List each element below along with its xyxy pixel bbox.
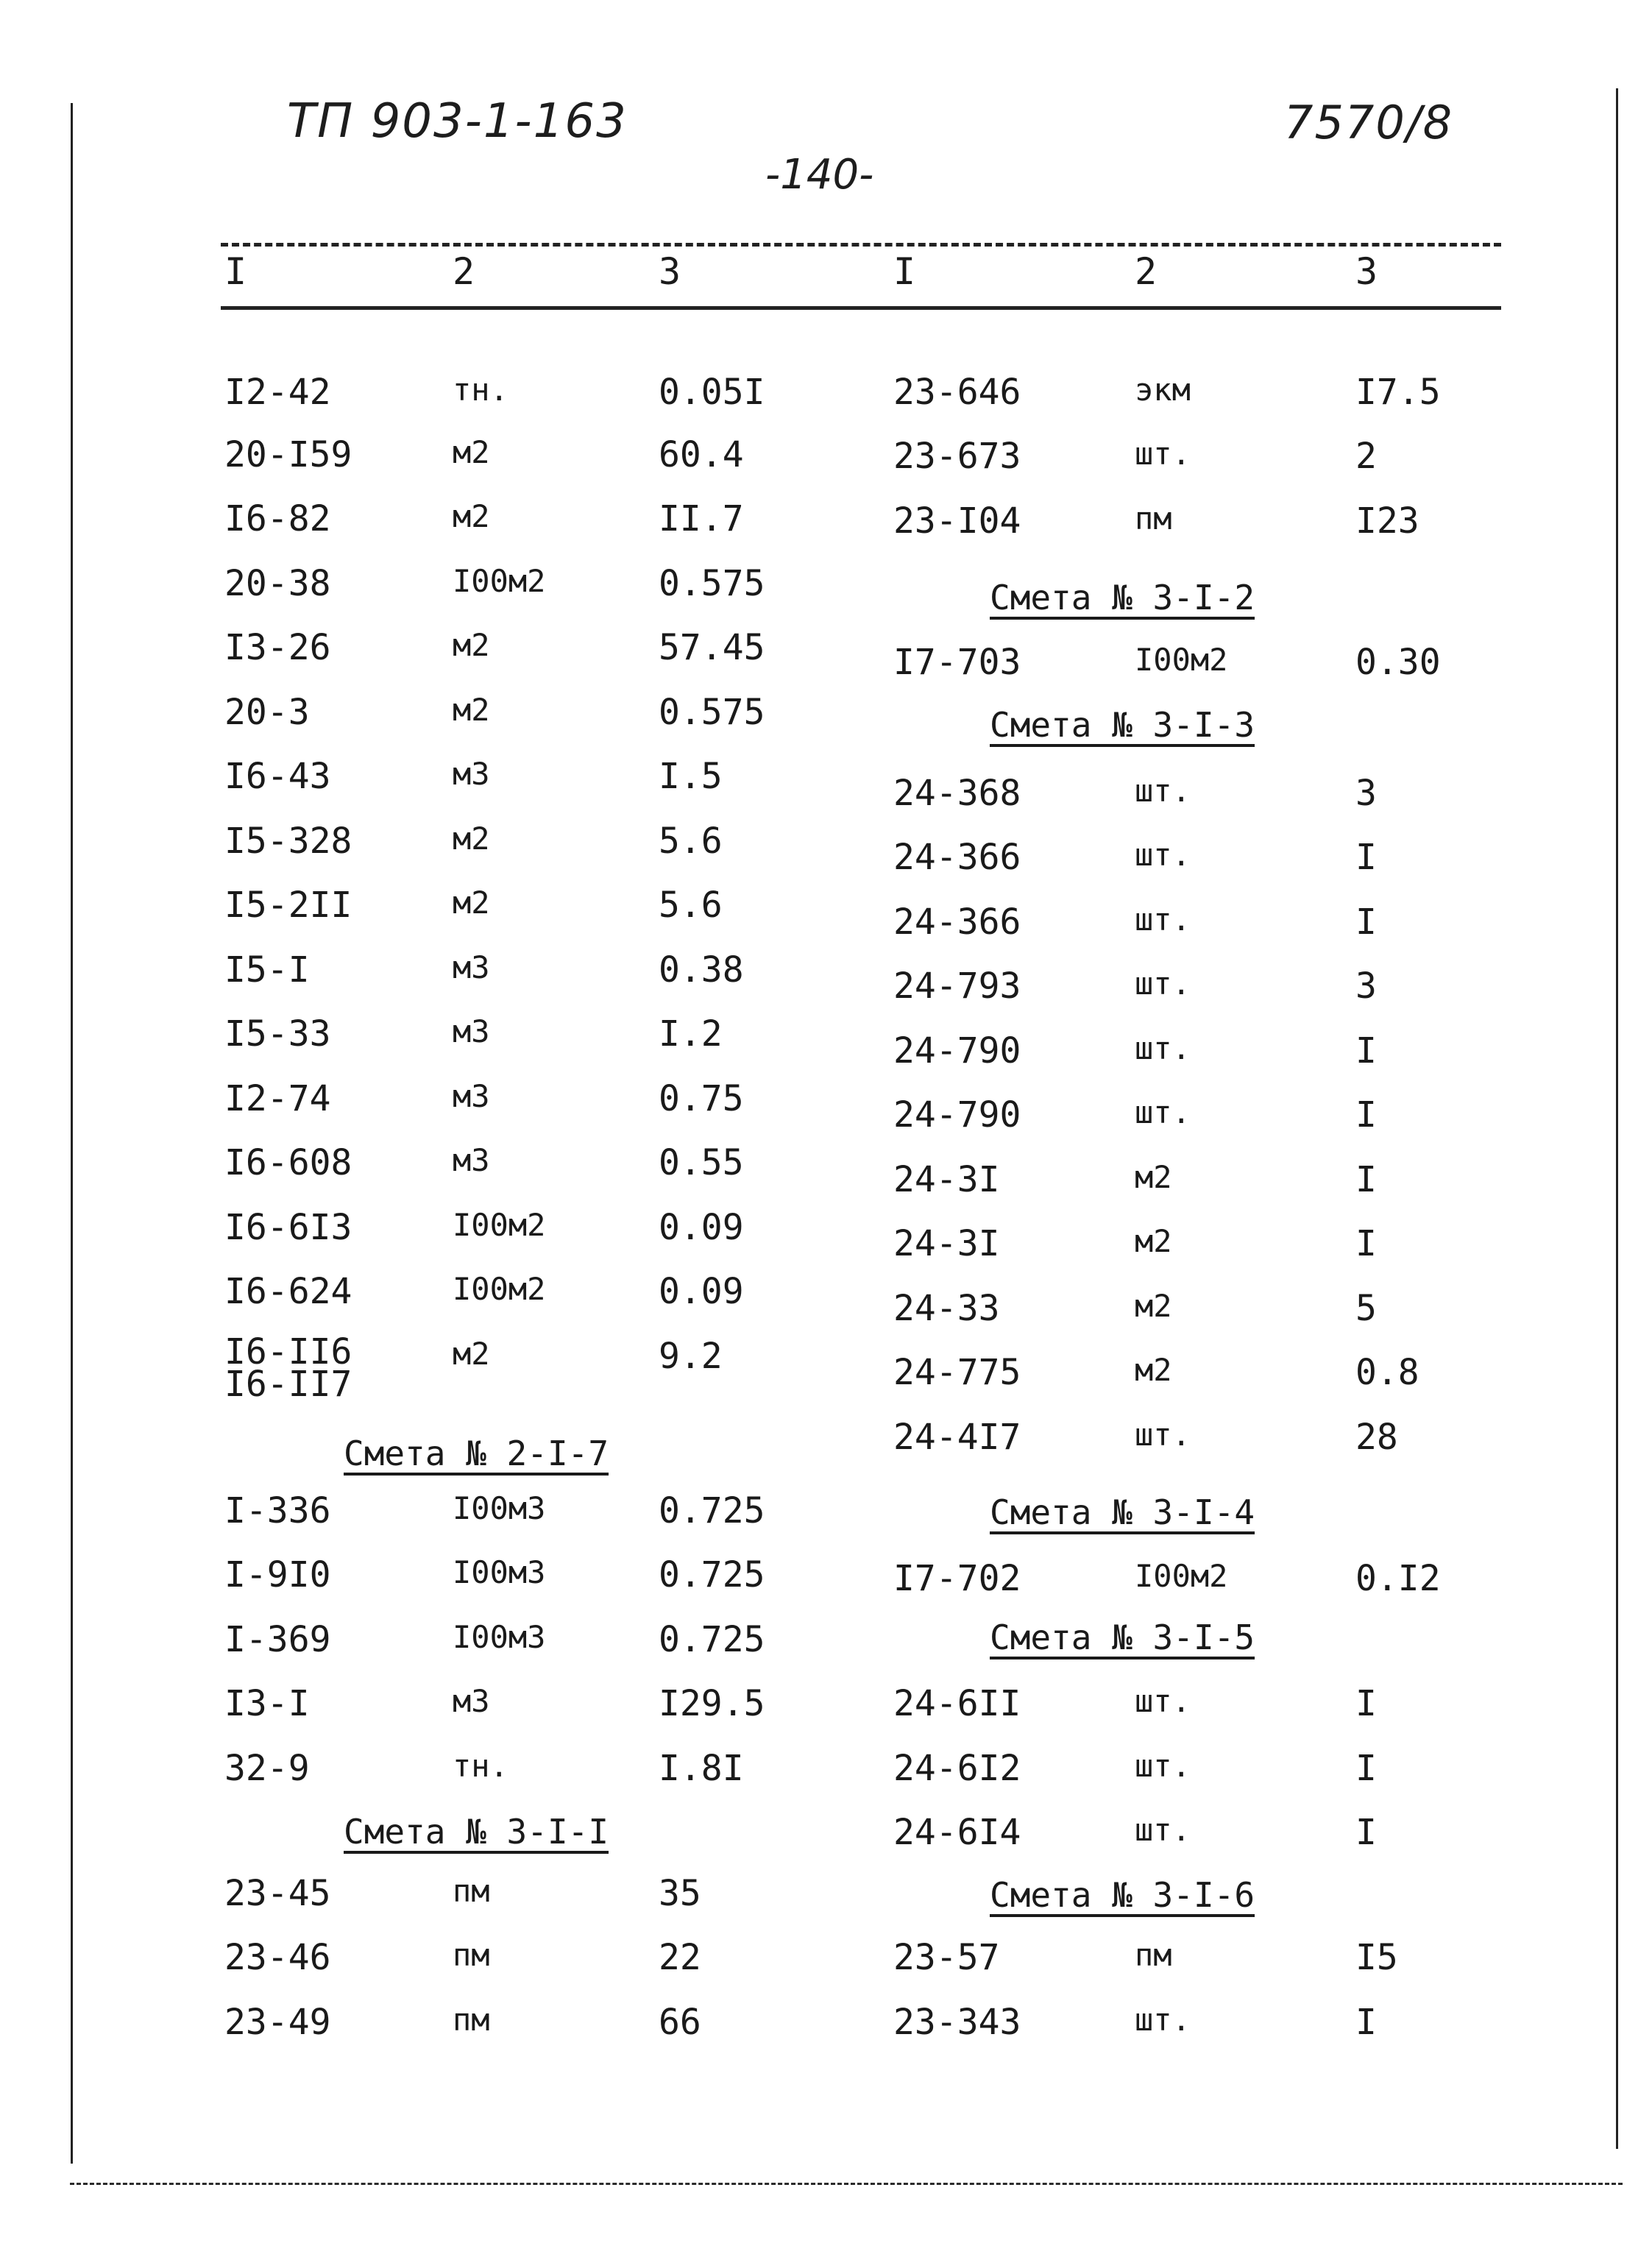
unit: м2 xyxy=(1135,1223,1172,1259)
item-code: 24-366 xyxy=(893,837,1021,878)
unit: м2 xyxy=(453,627,490,663)
quantity: 3 xyxy=(1355,966,1377,1007)
unit: м3 xyxy=(453,1078,490,1114)
item-code: 24-33 xyxy=(893,1288,1000,1329)
quantity: I.8I xyxy=(659,1748,744,1789)
unit: шт. xyxy=(1135,436,1191,472)
quantity: 0.05I xyxy=(659,372,765,413)
col-header-left-1: I xyxy=(224,250,247,293)
item-code: 23-343 xyxy=(893,2002,1021,2043)
quantity: I xyxy=(1355,1812,1377,1853)
item-code: I3-26 xyxy=(224,627,331,668)
item-code: 23-I04 xyxy=(893,500,1021,542)
quantity: 0.725 xyxy=(659,1554,765,1595)
quantity: I xyxy=(1355,1683,1377,1724)
unit: м2 xyxy=(1135,1159,1172,1195)
unit: шт. xyxy=(1135,1417,1191,1453)
quantity: 0.55 xyxy=(659,1142,744,1183)
quantity: 0.575 xyxy=(659,692,765,733)
quantity: I29.5 xyxy=(659,1683,765,1724)
unit: м3 xyxy=(453,1142,490,1178)
item-code: 20-38 xyxy=(224,563,331,604)
item-code: 23-45 xyxy=(224,1873,331,1914)
unit: шт. xyxy=(1135,837,1191,873)
item-code: 24-6I4 xyxy=(893,1812,1021,1853)
left-margin-line xyxy=(71,103,73,2164)
item-code: I6-43 xyxy=(224,756,331,797)
quantity: 22 xyxy=(659,1937,701,1978)
section-title: Смета № 3-I-2 xyxy=(990,578,1255,617)
item-code: 23-49 xyxy=(224,2002,331,2043)
quantity: I xyxy=(1355,1159,1377,1200)
item-code: I6-II6 I6-II7 xyxy=(224,1331,352,1405)
item-code: I6-6I3 xyxy=(224,1207,352,1248)
quantity: 57.45 xyxy=(659,627,765,668)
item-code: I5-33 xyxy=(224,1013,331,1055)
quantity: 9.2 xyxy=(659,1336,723,1377)
section-title: Смета № 3-I-6 xyxy=(990,1875,1255,1915)
unit: шт. xyxy=(1135,1683,1191,1719)
quantity: I7.5 xyxy=(1355,372,1441,413)
unit: тн. xyxy=(453,372,508,408)
quantity: 28 xyxy=(1355,1417,1398,1458)
section-title: Смета № 3-I-3 xyxy=(990,705,1255,745)
item-code: 24-793 xyxy=(893,966,1021,1007)
unit: м2 xyxy=(453,434,490,470)
quantity: 0.I2 xyxy=(1355,1558,1441,1599)
unit: экм xyxy=(1135,372,1191,408)
section-title: Смета № 2-I-7 xyxy=(344,1434,609,1473)
item-code: 24-790 xyxy=(893,1030,1021,1071)
item-code: 23-57 xyxy=(893,1937,1000,1978)
item-code: I6-82 xyxy=(224,498,331,539)
unit: шт. xyxy=(1135,901,1191,938)
unit: шт. xyxy=(1135,966,1191,1002)
item-code: 24-3I xyxy=(893,1159,1000,1200)
quantity: I xyxy=(1355,1094,1377,1136)
document-code: ТП 903-1-163 xyxy=(287,94,628,149)
quantity: 35 xyxy=(659,1873,701,1914)
quantity: 3 xyxy=(1355,773,1377,814)
unit: пм xyxy=(453,2002,490,2038)
unit: пм xyxy=(453,1937,490,1973)
unit: тн. xyxy=(453,1748,508,1784)
unit: м2 xyxy=(1135,1352,1172,1388)
header-top-rule xyxy=(221,243,1501,247)
unit: м2 xyxy=(1135,1288,1172,1324)
item-code: I6-624 xyxy=(224,1271,352,1312)
unit: шт. xyxy=(1135,2002,1191,2038)
unit: шт. xyxy=(1135,1748,1191,1784)
quantity: I5 xyxy=(1355,1937,1398,1978)
quantity: 0.09 xyxy=(659,1207,744,1248)
unit: I00м2 xyxy=(453,1207,546,1243)
unit: шт. xyxy=(1135,1812,1191,1848)
item-code: I3-I xyxy=(224,1683,310,1724)
right-margin-line xyxy=(1616,88,1618,2149)
quantity: 5 xyxy=(1355,1288,1377,1329)
quantity: 0.725 xyxy=(659,1619,765,1660)
col-header-right-3: 3 xyxy=(1355,250,1378,293)
unit: I00м2 xyxy=(1135,1558,1228,1594)
unit: шт. xyxy=(1135,1094,1191,1130)
unit: шт. xyxy=(1135,1030,1191,1066)
quantity: II.7 xyxy=(659,498,744,539)
item-code: I-336 xyxy=(224,1490,331,1531)
quantity: 0.75 xyxy=(659,1078,744,1119)
unit: м2 xyxy=(453,821,490,857)
unit: м3 xyxy=(453,1013,490,1049)
quantity: I xyxy=(1355,1748,1377,1789)
quantity: I.2 xyxy=(659,1013,723,1055)
col-header-right-2: 2 xyxy=(1135,250,1158,293)
unit: шт. xyxy=(1135,773,1191,809)
quantity: I xyxy=(1355,1223,1377,1264)
unit: м2 xyxy=(453,1336,490,1372)
quantity: 60.4 xyxy=(659,434,744,475)
item-code: 20-I59 xyxy=(224,434,352,475)
item-code: I6-608 xyxy=(224,1142,352,1183)
item-code: I5-I xyxy=(224,949,310,991)
item-code: I2-42 xyxy=(224,372,331,413)
item-code: 23-673 xyxy=(893,436,1021,477)
item-code: 20-3 xyxy=(224,692,310,733)
page-number: -140- xyxy=(765,151,874,199)
unit: м3 xyxy=(453,949,490,985)
section-title: Смета № 3-I-4 xyxy=(990,1492,1255,1532)
unit: пм xyxy=(1135,1937,1172,1973)
unit: I00м2 xyxy=(453,1271,546,1307)
item-code: 24-366 xyxy=(893,901,1021,943)
quantity: 66 xyxy=(659,2002,701,2043)
quantity: 0.575 xyxy=(659,563,765,604)
unit: I00м2 xyxy=(453,563,546,599)
quantity: I.5 xyxy=(659,756,723,797)
item-code: 24-4I7 xyxy=(893,1417,1021,1458)
item-code: I5-2II xyxy=(224,885,352,926)
quantity: I23 xyxy=(1355,500,1419,542)
section-title: Смета № 3-I-5 xyxy=(990,1618,1255,1657)
item-code: 23-46 xyxy=(224,1937,331,1978)
quantity: I xyxy=(1355,837,1377,878)
document-number: 7570/8 xyxy=(1284,96,1454,149)
quantity: 0.8 xyxy=(1355,1352,1419,1393)
unit: м3 xyxy=(453,756,490,792)
item-code: I2-74 xyxy=(224,1078,331,1119)
item-code: I5-328 xyxy=(224,821,352,862)
unit: м2 xyxy=(453,692,490,728)
item-code: 23-646 xyxy=(893,372,1021,413)
quantity: 2 xyxy=(1355,436,1377,477)
header-bottom-rule xyxy=(221,306,1501,310)
unit: м3 xyxy=(453,1683,490,1719)
unit: I00м3 xyxy=(453,1490,546,1526)
item-code: I7-702 xyxy=(893,1558,1021,1599)
quantity: 5.6 xyxy=(659,885,723,926)
unit: I00м3 xyxy=(453,1554,546,1590)
section-title: Смета № 3-I-I xyxy=(344,1812,609,1852)
item-code: 24-790 xyxy=(893,1094,1021,1136)
col-header-left-2: 2 xyxy=(453,250,475,293)
unit: м2 xyxy=(453,498,490,534)
quantity: I xyxy=(1355,2002,1377,2043)
unit: м2 xyxy=(453,885,490,921)
unit: пм xyxy=(453,1873,490,1909)
item-code: 24-368 xyxy=(893,773,1021,814)
quantity: 0.09 xyxy=(659,1271,744,1312)
quantity: 0.38 xyxy=(659,949,744,991)
col-header-left-3: 3 xyxy=(659,250,681,293)
unit: I00м2 xyxy=(1135,642,1228,678)
item-code: 24-6I2 xyxy=(893,1748,1021,1789)
quantity: 0.30 xyxy=(1355,642,1441,683)
item-code: 24-775 xyxy=(893,1352,1021,1393)
unit: I00м3 xyxy=(453,1619,546,1655)
item-code: I-369 xyxy=(224,1619,331,1660)
col-header-right-1: I xyxy=(893,250,916,293)
item-code: I7-703 xyxy=(893,642,1021,683)
item-code: 24-3I xyxy=(893,1223,1000,1264)
quantity: 0.725 xyxy=(659,1490,765,1531)
quantity: 5.6 xyxy=(659,821,723,862)
bottom-rule xyxy=(70,2183,1623,2185)
item-code: 32-9 xyxy=(224,1748,310,1789)
item-code: I-9I0 xyxy=(224,1554,331,1595)
item-code: 24-6II xyxy=(893,1683,1021,1724)
unit: пм xyxy=(1135,500,1172,536)
quantity: I xyxy=(1355,901,1377,943)
quantity: I xyxy=(1355,1030,1377,1071)
